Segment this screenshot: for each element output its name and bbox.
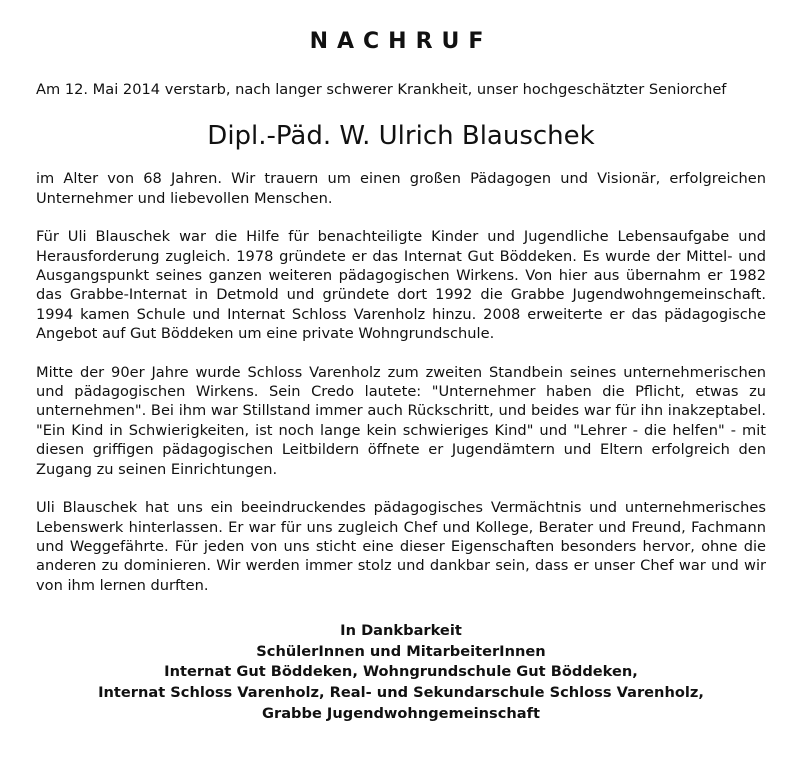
obituary-heading: NACHRUF <box>309 29 493 54</box>
closing-line-staff: SchülerInnen und MitarbeiterInnen <box>256 642 546 660</box>
closing-line-boeddeken: Internat Gut Böddeken, Wohngrundschule Gut Böddeken, <box>164 663 638 681</box>
paragraph-legacy: Uli Blauschek hat uns ein beeindruckendes pädagogisches Vermächtnis und unternehmerisches Lebenswerk hinterlassen. Er war für uns zugleich Chef und Kollege, Berater und Freund, Fachmann und Weggefährte. Für jeden von uns sticht eine dieser Eigenschaften besonders hervor, ohne die anderen zu dominieren. Wir werden immer stolz und dankbar sein, dass er unser Chef war und wir von ihm lernen durften. <box>36 499 766 594</box>
closing-line-gratitude: In Dankbarkeit <box>340 622 462 640</box>
paragraph-age: im Alter von 68 Jahren. Wir trauern um einen großen Pädagogen und Visionär, erfolgreichen Unternehmer und liebevollen Menschen. <box>36 170 766 207</box>
closing-line-grabbe: Grabbe Jugendwohngemeinschaft <box>262 704 540 722</box>
paragraph-biography: Für Uli Blauschek war die Hilfe für benachteiligte Kinder und Jugendliche Lebensaufgabe und Herausforderung zugleich. 1978 gründete er das Internat Gut Böddeken. Es wurde der Mittel- und Ausgangspunkt seines ganzen weiteren pädagogischen Wirkens. Von hier aus übernahm er 1982 das Grabbe-Internat in Detmold und gründete dort 1992 die Grabbe Jugendwohngemeinschaft. 1994 kamen Schule und Internat Schloss Varenholz hinzu. 2008 erweiterte er das pädagogische Angebot auf Gut Böddeken um eine private Wohngrundschule. <box>36 228 766 343</box>
closing-line-varenholz: Internat Schloss Varenholz, Real- und Sekundarschule Schloss Varenholz, <box>98 683 704 701</box>
deceased-name: Dipl.-Päd. W. Ulrich Blauschek <box>207 121 595 152</box>
closing-signature <box>36 621 766 724</box>
paragraph-credo: Mitte der 90er Jahre wurde Schloss Varenholz zum zweiten Standbein seines unternehmerischen und pädagogischen Wirkens. Sein Credo lautete: "Unternehmer haben die Pflicht, etwas zu unternehmen". Bei ihm war Stillstand immer auch Rückschritt, und beides war für ihn inakzeptabel. "Ein Kind in Schwierigkeiten, ist noch lange kein schwieriges Kind" und "Lehrer - die helfen" - mit diesen griffigen pädagogischen Leitbildern öffnete er Jugendämtern und Eltern erfolgreich den Zugang zu seinen Einrichtungen. <box>36 363 766 478</box>
intro-paragraph: Am 12. Mai 2014 verstarb, nach langer schwerer Krankheit, unser hochgeschätzter Seniorchef <box>36 81 727 98</box>
